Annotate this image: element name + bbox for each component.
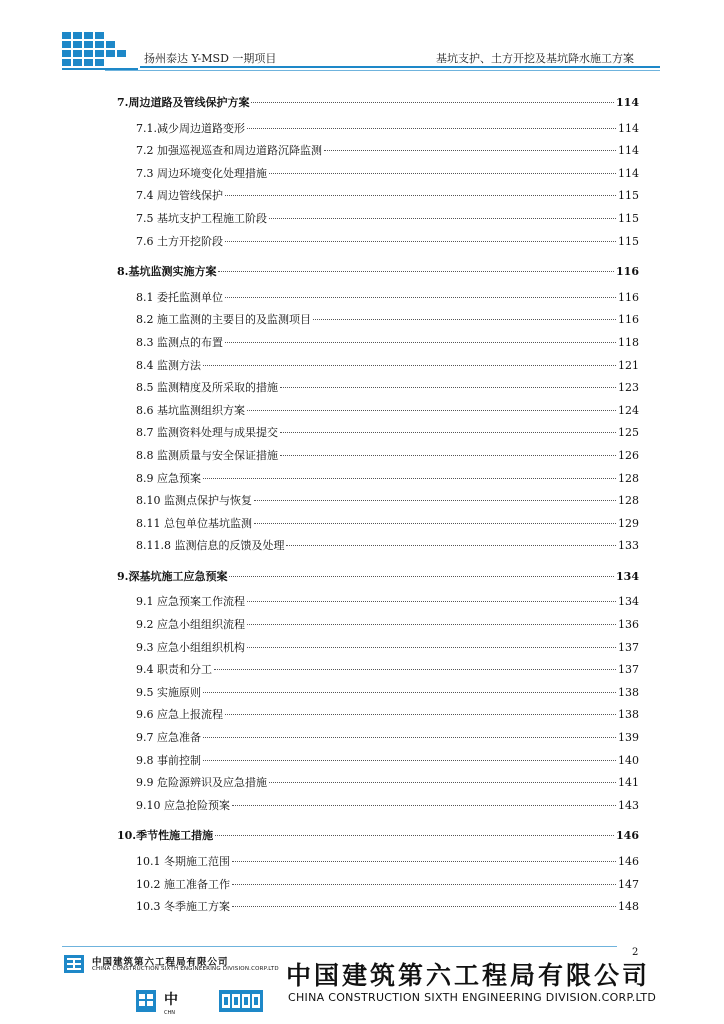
toc-dot-leader (313, 318, 616, 320)
toc-entry[interactable] (117, 334, 639, 357)
toc-dot-leader (229, 575, 614, 577)
toc-dot-leader (215, 834, 614, 836)
crane-logo-sub: CHN (164, 1010, 175, 1016)
toc-dot-leader (286, 544, 616, 546)
toc-entry[interactable] (117, 210, 639, 233)
toc-entry-page: 134 (616, 569, 639, 583)
toc-entry-label: 7.周边道路及管线保护方案 (117, 96, 250, 109)
toc-entry-page: 125 (618, 426, 639, 440)
toc-section-entry[interactable] (117, 568, 639, 591)
table-of-contents (117, 94, 639, 921)
footer-rule (62, 946, 617, 947)
toc-entry-label: 7.2 加强巡视巡查和周边道路沉降监测 (136, 144, 322, 158)
toc-dot-leader (254, 499, 616, 501)
toc-entry-page: 114 (618, 121, 639, 135)
crane-logo-mark: 中 (164, 992, 178, 1008)
toc-entry-page: 136 (618, 618, 639, 632)
footer-company-name-cn-small: 中国建筑第六工程局有限公司 (92, 957, 229, 968)
toc-entry-page: 118 (618, 335, 639, 349)
toc-entry-page: 139 (618, 731, 639, 745)
toc-entry-label: 7.4 周边管线保护 (136, 189, 223, 203)
page-header (0, 0, 724, 80)
toc-dot-leader (247, 409, 616, 411)
toc-dot-leader (203, 691, 616, 693)
header-rule (140, 66, 660, 68)
toc-entry-label: 8.4 监测方法 (136, 358, 201, 372)
toc-entry[interactable] (117, 470, 639, 493)
toc-entry[interactable] (117, 729, 639, 752)
toc-entry-page: 138 (618, 708, 639, 722)
toc-entry-label: 8.9 应急预案 (136, 471, 201, 485)
toc-entry-label: 10.2 施工准备工作 (136, 877, 230, 891)
toc-entry-page: 143 (618, 798, 639, 812)
toc-entry-label: 10.3 冬季施工方案 (136, 900, 230, 914)
toc-entry-page: 126 (618, 448, 639, 462)
toc-entry-label: 9.9 危险源辨识及应急措施 (136, 776, 267, 790)
footer-company-name-en: CHINA CONSTRUCTION SIXTH ENGINEERING DIVISION.CORP.LTD (288, 991, 657, 1004)
toc-entry-page: 121 (618, 358, 639, 372)
toc-entry-page: 114 (618, 166, 639, 180)
toc-entry[interactable] (117, 233, 639, 256)
toc-entry[interactable] (117, 142, 639, 165)
toc-entry[interactable] (117, 357, 639, 380)
toc-entry-page: 116 (618, 290, 639, 304)
toc-entry-page: 148 (618, 900, 639, 914)
toc-dot-leader (203, 736, 616, 738)
toc-entry-label: 9.10 应急抢险预案 (136, 798, 230, 812)
toc-entry-label: 9.深基坑施工应急预案 (117, 569, 228, 583)
toc-entry-label: 8.2 施工监测的主要目的及监测项目 (136, 313, 311, 327)
toc-entry-label: 9.3 应急小组组织机构 (136, 640, 245, 654)
toc-entry[interactable] (117, 661, 639, 684)
cscec-logo-icon (136, 990, 156, 1012)
toc-dot-leader (247, 646, 616, 648)
toc-entry-page: 138 (618, 685, 639, 699)
toc-dot-leader (218, 270, 614, 272)
toc-entry-page: 134 (618, 595, 639, 609)
toc-dot-leader (280, 386, 616, 388)
crane-logo (164, 989, 178, 1016)
toc-entry-page: 140 (618, 753, 639, 767)
toc-entry-label: 9.8 事前控制 (136, 753, 201, 767)
toc-dot-leader (269, 217, 616, 219)
toc-entry-label: 8.5 监测精度及所采取的措施 (136, 381, 278, 395)
toc-entry-label: 7.5 基坑支护工程施工阶段 (136, 211, 267, 225)
toc-dot-leader (280, 431, 616, 433)
header-project-name: 扬州泰达 Y-MSD 一期项目 (144, 52, 277, 65)
company-mark-icon (64, 955, 84, 973)
page-number: 2 (632, 947, 639, 958)
toc-entry[interactable] (117, 752, 639, 775)
toc-entry[interactable] (117, 165, 639, 188)
toc-dot-leader (280, 454, 616, 456)
toc-entry[interactable] (117, 515, 639, 538)
toc-entry-page: 123 (618, 381, 639, 395)
toc-entry-label: 8.11 总包单位基坑监测 (136, 516, 252, 530)
toc-entry-label: 8.7 监测资料处理与成果提交 (136, 426, 278, 440)
toc-section-entry[interactable] (117, 263, 639, 286)
toc-entry-label: 8.11.8 监测信息的反馈及处理 (136, 539, 285, 553)
toc-entry-label: 9.2 应急小组组织流程 (136, 618, 245, 632)
toc-entry-label: 9.6 应急上报流程 (136, 708, 223, 722)
header-rule-thin (105, 70, 660, 71)
toc-entry[interactable] (117, 311, 639, 334)
toc-entry-label: 8.1 委托监测单位 (136, 290, 223, 304)
toc-entry-label: 8.6 基坑监测组织方案 (136, 403, 245, 417)
toc-entry-label: 9.7 应急准备 (136, 731, 201, 745)
toc-entry[interactable] (117, 447, 639, 470)
toc-entry-label: 9.4 职责和分工 (136, 663, 212, 677)
toc-entry[interactable] (117, 187, 639, 210)
toc-entry-label: 9.1 应急预案工作流程 (136, 595, 245, 609)
footer-company-name-en-small: CHINA CONSTRUCTION SIXTH ENGINEERING DIVISION.CORP.LTD (92, 966, 279, 972)
toc-dot-leader (232, 883, 616, 885)
toc-entry[interactable] (117, 289, 639, 312)
toc-dot-leader (232, 905, 616, 907)
toc-entry-label: 8.10 监测点保护与恢复 (136, 494, 252, 508)
toc-dot-leader (269, 172, 616, 174)
toc-dot-leader (225, 240, 616, 242)
toc-entry[interactable] (117, 616, 639, 639)
toc-entry[interactable] (117, 492, 639, 515)
toc-entry-label: 7.6 土方开挖阶段 (136, 234, 223, 248)
toc-entry-page: 115 (618, 189, 639, 203)
toc-entry[interactable] (117, 639, 639, 662)
toc-dot-leader (214, 668, 616, 670)
toc-entry[interactable] (117, 797, 639, 820)
toc-entry-label: 8.基坑监测实施方案 (117, 265, 217, 279)
toc-entry-page: 116 (616, 265, 639, 279)
toc-entry-page: 146 (618, 855, 639, 868)
toc-entry[interactable] (117, 402, 639, 425)
brand-wordmark-icon (219, 990, 263, 1012)
toc-entry-page: 137 (618, 640, 639, 654)
toc-section-entry[interactable] (117, 94, 639, 117)
toc-entry-label: 10.1 冬期施工范围 (136, 855, 230, 868)
toc-dot-leader (225, 341, 616, 343)
footer-company-name-cn: 中国建筑第六工程局有限公司 (286, 961, 651, 990)
toc-entry-page: 115 (618, 234, 639, 248)
toc-entry-page: 128 (618, 494, 639, 508)
toc-entry-label: 8.3 监测点的布置 (136, 335, 223, 349)
toc-entry-page: 115 (618, 211, 639, 225)
toc-dot-leader (232, 860, 616, 862)
toc-entry-label: 10.季节性施工措施 (117, 829, 214, 843)
toc-entry[interactable] (117, 593, 639, 616)
toc-dot-leader (247, 127, 616, 129)
toc-entry[interactable] (117, 379, 639, 402)
company-grid-logo-icon (60, 28, 140, 76)
toc-entry[interactable] (117, 853, 639, 876)
toc-entry[interactable] (117, 537, 639, 560)
toc-entry-page: 133 (618, 539, 639, 553)
toc-entry[interactable] (117, 424, 639, 447)
toc-entry-label: 7.1.减少周边道路变形 (136, 121, 245, 135)
toc-entry-page: 146 (616, 829, 639, 843)
toc-entry-page: 137 (618, 663, 639, 677)
toc-entry-page: 128 (618, 471, 639, 485)
toc-entry-label: 7.3 周边环境变化处理措施 (136, 166, 267, 180)
header-document-title: 基坑支护、土方开挖及基坑降水施工方案 (436, 52, 634, 65)
toc-dot-leader (251, 101, 614, 103)
toc-entry-page: 147 (618, 877, 639, 891)
toc-entry-page: 141 (618, 776, 639, 790)
toc-entry-label: 8.8 监测质量与安全保证措施 (136, 448, 278, 462)
toc-dot-leader (269, 781, 616, 783)
toc-dot-leader (254, 522, 616, 524)
toc-entry[interactable] (117, 684, 639, 707)
toc-entry-page: 114 (616, 96, 639, 109)
toc-dot-leader (225, 296, 616, 298)
toc-entry-label: 9.5 实施原则 (136, 685, 201, 699)
toc-dot-leader (247, 623, 616, 625)
toc-entry-page: 129 (618, 516, 639, 530)
toc-dot-leader (232, 804, 616, 806)
toc-entry-page: 124 (618, 403, 639, 417)
toc-entry-page: 116 (618, 313, 639, 327)
toc-dot-leader (324, 149, 616, 151)
toc-entry-page: 114 (618, 144, 639, 158)
toc-dot-leader (225, 194, 616, 196)
toc-entry[interactable] (117, 120, 639, 143)
toc-entry[interactable] (117, 898, 639, 921)
toc-dot-leader (203, 364, 616, 366)
toc-entry[interactable] (117, 876, 639, 899)
toc-dot-leader (203, 477, 616, 479)
toc-dot-leader (225, 713, 616, 715)
toc-section-entry[interactable] (117, 827, 639, 850)
toc-dot-leader (247, 600, 616, 602)
toc-entry[interactable] (117, 774, 639, 797)
toc-dot-leader (203, 759, 616, 761)
toc-entry[interactable] (117, 706, 639, 729)
